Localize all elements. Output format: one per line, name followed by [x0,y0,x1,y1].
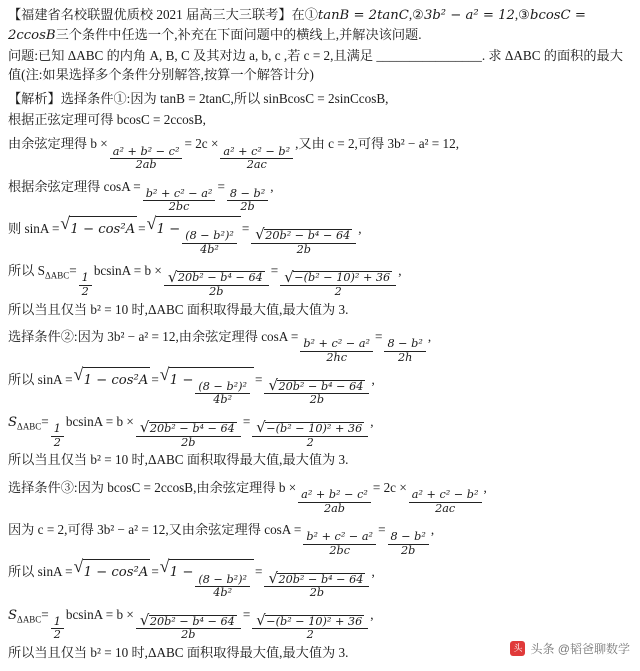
option3-header-mid: = 2c × [372,479,407,495]
option1-l2-mid: = 2c × [184,136,219,152]
sqrt-icon: √ 1 − $\frac{\text{(8 − b²)²}}{\text{4b²}}$ [160,559,254,599]
problem-lead-line [8,6,632,45]
option1-l2-pre: 由余弦定理得 b × [8,136,108,152]
fraction: $\frac{\text{8 − b²}}{2h}$ [384,338,425,364]
fraction: $\frac{1}{2}$ [51,616,64,642]
sqrt-icon: √ 1 − cos²A [74,367,151,393]
option3-line-3 [8,602,632,642]
option2-l2-eq: = [41,413,49,429]
fraction: $\frac{\text{b² + c² − a²}}{2bc}$ [143,188,216,214]
fraction: √ $\frac{\text{20b² − b⁴ − 64}}{2b}$ [264,573,369,600]
option1-l4-post: , [358,220,362,236]
fraction: $\frac{\text{a² + b² − c²}}{2ab}$ [110,146,183,172]
option1-line-1 [8,111,632,130]
fraction: √ $\frac{\text{−(b² − 10)² + 36}}{2}$ [280,271,396,298]
option1-l5-pre: 所以 S [8,263,46,279]
option1-l3-pre: 根据余弦定理得 cosA = [8,178,141,194]
fraction: √ $\frac{\text{20b² − b⁴ − 64}}{2b}$ [264,380,369,407]
fraction: $\frac{1}{2}$ [79,272,92,298]
sqrt-icon: √ 1 − $\frac{\text{(8 − b²)²}}{\text{4b²}}$ [160,367,254,407]
fraction: $\frac{\text{(8 − b²)²}}{\text{4b²}}$ [195,381,250,407]
solution-label-line [8,90,632,109]
option3-line-1 [8,517,632,557]
option1-l4-eq1: = [138,220,146,236]
condition-2: 3b² − a² = 12 [423,8,515,23]
fraction: √ $\frac{\text{−(b² − 10)² + 36}}{2}$ [252,615,368,642]
option2-l2-pre: S [8,414,18,430]
fraction: $\frac{\text{a² + b² − c²}}{2ab}$ [298,489,371,515]
problem-statement-1: 问题:已知 ΔABC 的内角 A, B, C 及其对边 a, b, c ,若 c = 2,且满足 [8,48,374,64]
solution-label: 【解析】 [8,90,61,106]
separator-1: ,② [408,7,424,22]
fraction: $\frac{\text{b² + c² − a²}}{2bc}$ [303,531,376,557]
option2-line-1 [8,367,632,407]
option2-l1-eq1: = [151,371,159,387]
option1-line-5 [8,258,632,298]
condition-1: tanB = 2tanC [317,8,409,23]
fraction: $\frac{\text{8 − b²}}{2b}$ [388,531,429,557]
option1-l5-mid: bcsinA = b × [93,263,162,279]
option1-l3-eq: = [217,178,225,194]
fraction: $\frac{\text{(8 − b²)²}}{\text{4b²}}$ [195,574,250,600]
option2-line-3 [8,451,632,470]
option3-l3-mid: bcsinA = b × [65,606,134,622]
option1-l3-post: , [270,178,274,194]
option2-conclusion: 所以当且仅当 b² = 10 时,ΔABC 面积取得最大值,最大值为 3. [8,452,349,468]
option1-line-2 [8,131,632,171]
option2-header-pre: 选择条件②:因为 3b² − a² = 12,由余弦定理得 cosA = [8,329,299,345]
option3-header-line [8,475,632,515]
option3-l3-post: , [370,606,374,622]
option3-l3-eq: = [41,606,49,622]
option3-header-pre: 选择条件③:因为 bcosC = 2ccosB,由余弦定理得 b × [8,479,297,495]
option2-l2-eq2: = [242,413,251,429]
option3-l1-eq: = [378,522,386,538]
option1-line-6 [8,301,632,320]
option1-header: 选择条件①:因为 tanB = 2tanC,所以 sinBcosC = 2sinCcosB, [60,90,389,106]
sqrt-icon: √ 20b² − b⁴ − 64 [140,615,237,629]
option1-l5-eq2: = [270,263,279,279]
option2-l1-eq2: = [255,371,263,387]
option3-l3-eq2: = [242,606,251,622]
option1-l5-eq: = [69,263,77,279]
option2-l1-pre: 所以 sinA = [8,371,73,387]
sqrt-icon: √ 1 − cos²A [74,559,151,585]
fraction: $\frac{\text{8 − b²}}{2b}$ [227,188,268,214]
option2-l2-post: , [370,413,374,429]
sqrt-icon: √ 20b² − b⁴ − 64 [168,271,265,285]
option3-conclusion: 所以当且仅当 b² = 10 时,ΔABC 面积取得最大值,最大值为 3. [8,644,349,660]
option3-l2-eq2: = [255,564,263,580]
problem-statement-line [8,47,632,84]
fraction: $\frac{\text{a² + c² − b²}}{2ac}$ [220,146,293,172]
sqrt-icon: √ −(b² − 10)² + 36 [256,422,364,436]
option3-l3-sub: ΔABC [17,614,42,625]
option1-l1: 根据正弦定理可得 bcosC = 2ccosB, [8,111,206,127]
option2-l2-sub: ΔABC [17,421,42,432]
sqrt-icon: √ −(b² − 10)² + 36 [256,615,364,629]
sqrt-icon: √ 20b² − b⁴ − 64 [140,422,237,436]
fraction: $\frac{1}{2}$ [51,423,64,449]
fraction: $\frac{\text{a² + c² − b²}}{2ac}$ [409,489,482,515]
option3-l2-pre: 所以 sinA = [8,564,73,580]
fraction: √ $\frac{\text{20b² − b⁴ − 64}}{2b}$ [251,229,356,256]
fraction: √ $\frac{\text{−(b² − 10)² + 36}}{2}$ [252,422,368,449]
fraction: √ $\frac{\text{20b² − b⁴ − 64}}{2b}$ [136,422,241,449]
separator-2: ,③ [514,7,530,22]
fraction: √ $\frac{\text{20b² − b⁴ − 64}}{2b}$ [164,271,269,298]
option2-l2-mid: bcsinA = b × [65,413,134,429]
condition-3: bcosC = 2ccosB [8,8,586,43]
option1-line-4 [8,216,632,256]
solution-option-3 [8,475,632,663]
option1-l4-pre: 则 sinA = [8,220,60,236]
fraction: √ $\frac{\text{20b² − b⁴ − 64}}{2b}$ [136,615,241,642]
problem-tail: 三个条件中任选一个,补充在下面问题中的横线上,并解决该问题. [55,26,422,42]
fraction: $\frac{\text{(8 − b²)²}}{\text{4b²}}$ [182,230,237,256]
option2-line-2 [8,409,632,449]
source-title: 【福建省名校联盟优质校 2021 届高三大三联考】 [8,7,292,22]
option1-l5-sub: ΔABC [45,270,70,281]
solution-option-1 [8,90,632,319]
option2-l1-post: , [371,371,375,387]
sqrt-icon: √ 1 − cos²A [60,216,137,242]
option3-l1-pre: 因为 c = 2,可得 3b² − a² = 12,又由余弦定理得 cosA = [8,522,302,538]
answer-blank: ________________ [376,48,482,64]
watermark-label: 头条 @韬爸聊数学 [530,641,630,656]
toutiao-logo-icon: 头条 [510,641,525,656]
option3-line-2 [8,559,632,599]
option1-l2-post: ,又由 c = 2,可得 3b² − a² = 12, [295,136,460,152]
option3-header-post: , [483,479,487,495]
problem-statement-2: . 求 ΔABC 的面积的最大值(注:如果选择多个条件分别解答,按算一个解答计分) [8,48,623,83]
sqrt-icon: √ 1 − $\frac{\text{(8 − b²)²}}{\text{4b²}}$ [147,216,241,256]
option3-l2-post: , [371,564,375,580]
sqrt-icon: √ 20b² − b⁴ − 64 [268,573,365,587]
option1-l4-eq2: = [241,220,250,236]
solution-option-2 [8,324,632,470]
option2-header-line [8,324,632,364]
fraction: $\frac{\text{b² + c² − a²}}{2hc}$ [300,338,373,364]
sqrt-icon: √ −(b² − 10)² + 36 [284,271,392,285]
option3-l2-eq1: = [151,564,159,580]
sqrt-icon: √ 20b² − b⁴ − 64 [268,380,365,394]
problem-lead: 在① [291,7,318,22]
problem-block [8,6,632,85]
sqrt-icon: √ 20b² − b⁴ − 64 [255,229,352,243]
option3-l3-pre: S [8,607,18,623]
option1-line-3 [8,174,632,214]
option3-l1-post: , [430,522,435,538]
option2-header-post: , [427,329,432,345]
option2-header-eq: = [375,329,383,345]
option1-l5-post: , [398,263,402,279]
watermark [510,640,630,668]
option1-conclusion: 所以当且仅当 b² = 10 时,ΔABC 面积取得最大值,最大值为 3. [8,301,349,317]
